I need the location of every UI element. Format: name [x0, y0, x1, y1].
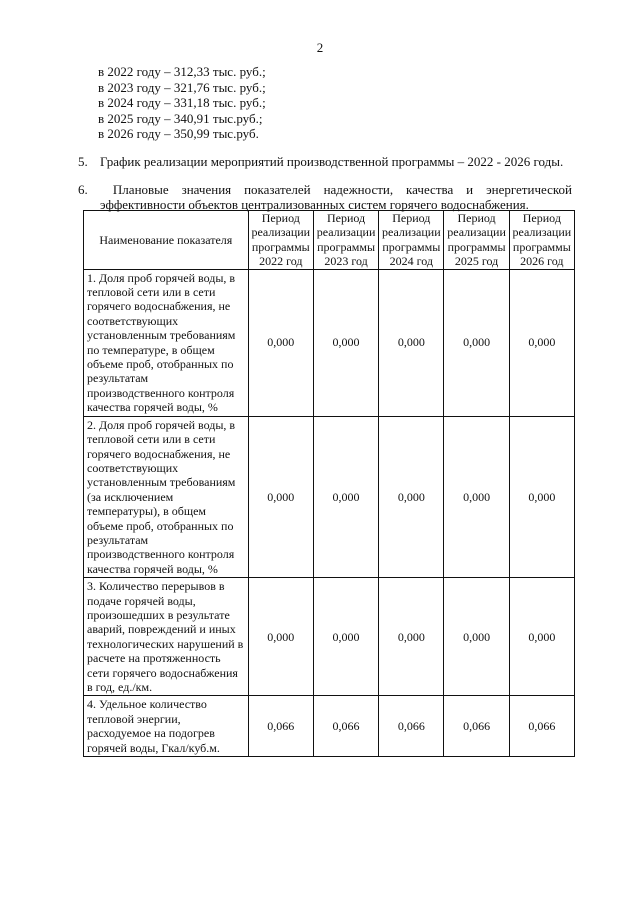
- header-period-2023: Период реализации программы 2023 год: [313, 211, 378, 270]
- indicator-value: 0,000: [509, 269, 574, 416]
- indicator-value: 0,000: [248, 416, 313, 577]
- indicator-value: 0,000: [248, 578, 313, 696]
- paragraph-word: энергетической: [486, 182, 572, 197]
- paragraph-word: качества: [406, 182, 454, 197]
- indicator-value: 0,000: [379, 269, 444, 416]
- paragraph-5: [78, 154, 563, 170]
- indicator-value: 0,000: [248, 269, 313, 416]
- table-row: [84, 416, 575, 577]
- header-period-2025: Период реализации программы 2025 год: [444, 211, 509, 270]
- indicator-value: 0,000: [444, 578, 509, 696]
- indicator-value: 0,000: [444, 416, 509, 577]
- indicator-name: 1. Доля проб горячей воды, в тепловой сети или в сети горячего водоснабжения, не соответствующих установленным требованиям по температуре, в общем объеме проб, отобранных по результатам производственного контроля качества горячей воды, %: [84, 269, 249, 416]
- paragraph-number: 6.: [78, 182, 88, 197]
- indicator-value: 0,000: [379, 416, 444, 577]
- paragraph-6: [78, 182, 572, 212]
- page-number: 2: [316, 40, 324, 55]
- indicator-value: 0,000: [509, 416, 574, 577]
- paragraph-number: 5.: [78, 154, 88, 169]
- indicator-value: 0,000: [313, 269, 378, 416]
- list-item: в 2024 году – 331,18 тыс. руб.;: [98, 95, 266, 110]
- indicator-value: 0,000: [313, 416, 378, 577]
- list-item: в 2023 году – 321,76 тыс. руб.;: [98, 79, 266, 95]
- indicator-value: 0,066: [509, 696, 574, 757]
- indicator-value: 0,000: [509, 578, 574, 696]
- header-indicator-name: Наименование показателя: [84, 211, 249, 270]
- table-row: [84, 578, 575, 696]
- list-item: в 2025 году – 340,91 тыс.руб.;: [98, 110, 263, 126]
- indicator-name: 3. Количество перерывов в подаче горячей воды, произошедших в результате аварий, повреждений и иных технологических нарушений в расчете на протяженность сети горячего водоснабжения в год, ед./км.: [84, 578, 249, 696]
- header-period-2024: Период реализации программы 2024 год: [379, 211, 444, 270]
- indicator-value: 0,066: [444, 696, 509, 757]
- paragraph-text: График реализации мероприятий производственной программы – 2022 - 2026 годы.: [100, 154, 564, 169]
- indicators-table: [83, 210, 575, 757]
- indicator-value: 0,000: [444, 269, 509, 416]
- indicator-value: 0,066: [379, 696, 444, 757]
- indicator-value: 0,000: [313, 578, 378, 696]
- list-item: в 2026 году – 350,99 тыс.руб.: [98, 126, 259, 141]
- paragraph-word: показателей: [244, 182, 311, 197]
- table-row: [84, 269, 575, 416]
- indicator-value: 0,066: [248, 696, 313, 757]
- indicator-name: 4. Удельное количество тепловой энергии, расходуемое на подогрев горячей воды, Гкал/куб.м.: [84, 696, 249, 757]
- header-period-2022: Период реализации программы 2022 год: [248, 211, 313, 270]
- paragraph-second-line: эффективности объектов централизованных систем горячего водоснабжения.: [100, 197, 529, 212]
- paragraph-word: и: [466, 182, 474, 197]
- annual-cost-list: [98, 64, 266, 142]
- paragraph-word: надежности,: [323, 182, 394, 197]
- list-item: в 2022 году – 312,33 тыс. руб.;: [98, 64, 266, 79]
- paragraph-word: Плановые: [112, 182, 169, 197]
- indicator-name: 2. Доля проб горячей воды, в тепловой сети или в сети горячего водоснабжения, не соответствующих установленным требованиям (за исключением температуры), в общем объеме проб, отобранных по результатам производственного контроля качества горячей воды, %: [84, 416, 249, 577]
- paragraph-first-line: [78, 182, 572, 197]
- table-header-row: [84, 211, 575, 270]
- indicator-value: 0,066: [313, 696, 378, 757]
- table-row: [84, 696, 575, 757]
- indicator-value: 0,000: [379, 578, 444, 696]
- paragraph-word: значения: [181, 182, 232, 197]
- header-period-2026: Период реализации программы 2026 год: [509, 211, 574, 270]
